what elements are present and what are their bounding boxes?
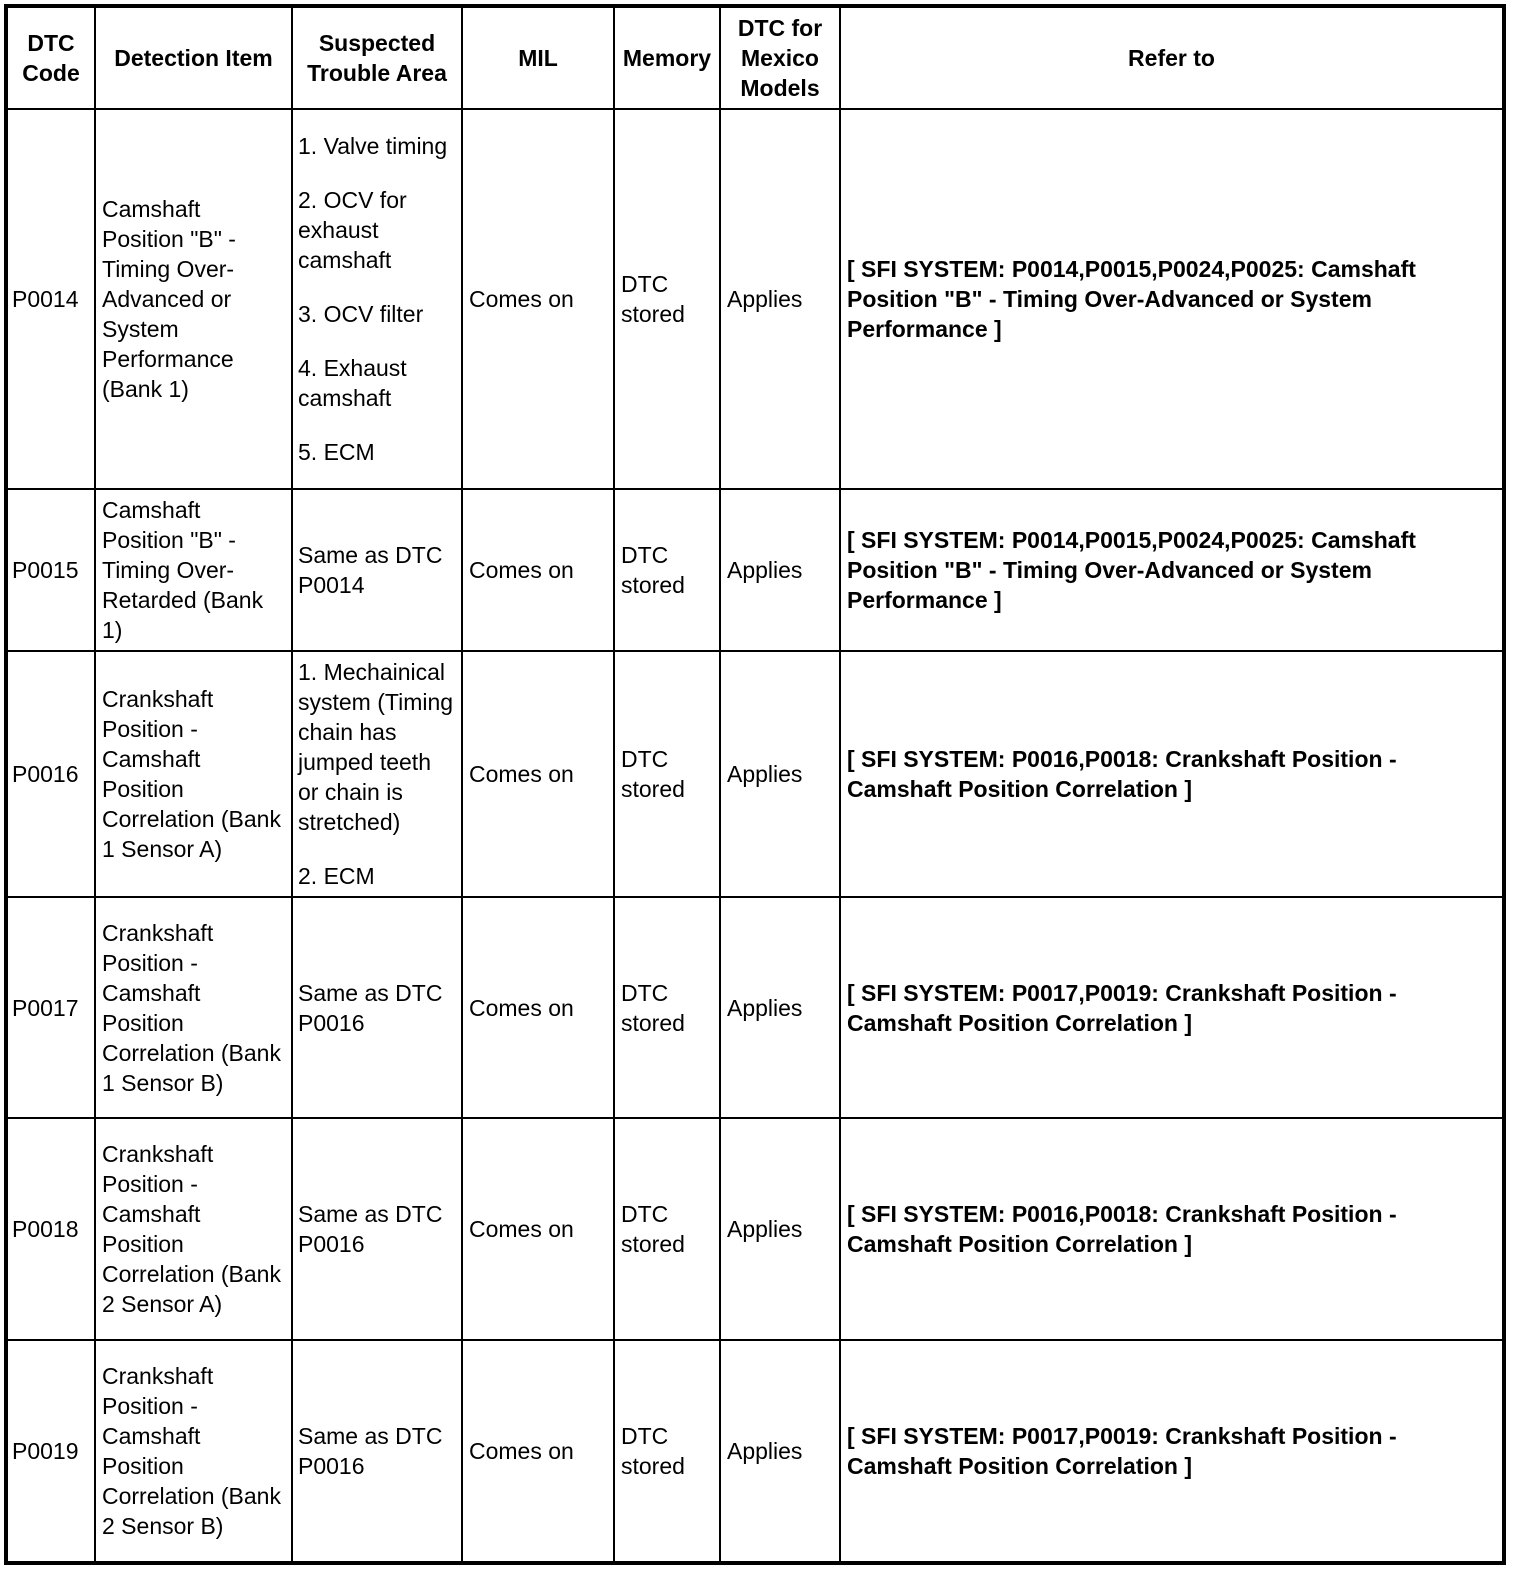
trouble-area xyxy=(292,1118,462,1340)
dtc-code: P0019 xyxy=(7,1340,95,1562)
memory-status: DTC stored xyxy=(614,109,720,489)
refer-link[interactable]: [ SFI SYSTEM: P0017,P0019: Crankshaft Position - Camshaft Position Correlation ] xyxy=(840,897,1503,1118)
detection-item: Camshaft Position "B" - Timing Over-Retarded (Bank 1) xyxy=(95,489,292,651)
mexico-applies: Applies xyxy=(720,1118,840,1340)
table-row xyxy=(7,1340,1503,1562)
table-row xyxy=(7,897,1503,1118)
table-row xyxy=(7,651,1503,897)
mil-status: Comes on xyxy=(462,489,614,651)
trouble-area-item: 2. OCV for exhaust camshaft xyxy=(298,187,407,273)
memory-status: DTC stored xyxy=(614,897,720,1118)
mil-status: Comes on xyxy=(462,1340,614,1562)
mil-status: Comes on xyxy=(462,651,614,897)
table-row xyxy=(7,1118,1503,1340)
table-row xyxy=(7,489,1503,651)
trouble-area xyxy=(292,489,462,651)
dtc-code: P0016 xyxy=(7,651,95,897)
dtc-code: P0015 xyxy=(7,489,95,651)
refer-link[interactable]: [ SFI SYSTEM: P0016,P0018: Crankshaft Position - Camshaft Position Correlation ] xyxy=(840,651,1503,897)
detection-item: Crankshaft Position - Camshaft Position Correlation (Bank 2 Sensor A) xyxy=(95,1118,292,1340)
mexico-applies: Applies xyxy=(720,897,840,1118)
refer-link[interactable]: [ SFI SYSTEM: P0017,P0019: Crankshaft Position - Camshaft Position Correlation ] xyxy=(840,1340,1503,1562)
trouble-area-item: 2. ECM xyxy=(298,863,375,889)
trouble-area xyxy=(292,109,462,489)
detection-item: Crankshaft Position - Camshaft Position Correlation (Bank 1 Sensor B) xyxy=(95,897,292,1118)
trouble-area-item: Same as DTC P0016 xyxy=(298,1423,443,1479)
memory-status: DTC stored xyxy=(614,489,720,651)
trouble-area xyxy=(292,897,462,1118)
mil-status: Comes on xyxy=(462,109,614,489)
trouble-area-item: 3. OCV filter xyxy=(298,301,424,327)
trouble-area-item: 1. Mechainical system (Timing chain has jumped teeth or chain is stretched) xyxy=(298,659,454,835)
mexico-applies: Applies xyxy=(720,651,840,897)
memory-status: DTC stored xyxy=(614,1340,720,1562)
memory-status: DTC stored xyxy=(614,1118,720,1340)
trouble-area-item: 5. ECM xyxy=(298,439,375,465)
header-detection-item: Detection Item xyxy=(95,7,292,109)
memory-status: DTC stored xyxy=(614,651,720,897)
mexico-applies: Applies xyxy=(720,109,840,489)
mexico-applies: Applies xyxy=(720,1340,840,1562)
detection-item: Camshaft Position "B" - Timing Over-Advanced or System Performance (Bank 1) xyxy=(95,109,292,489)
mexico-applies: Applies xyxy=(720,489,840,651)
trouble-area xyxy=(292,651,462,897)
refer-link[interactable]: [ SFI SYSTEM: P0014,P0015,P0024,P0025: Camshaft Position "B" - Timing Over-Advanced or System Performance ] xyxy=(840,109,1503,489)
header-suspected-trouble-area: Suspected Trouble Area xyxy=(292,7,462,109)
mil-status: Comes on xyxy=(462,897,614,1118)
trouble-area-item: 1. Valve timing xyxy=(298,133,448,159)
refer-link[interactable]: [ SFI SYSTEM: P0014,P0015,P0024,P0025: Camshaft Position "B" - Timing Over-Advanced or System Performance ] xyxy=(840,489,1503,651)
trouble-area-item: 4. Exhaust camshaft xyxy=(298,355,407,411)
header-memory: Memory xyxy=(614,7,720,109)
header-dtc-mexico: DTC for Mexico Models xyxy=(720,7,840,109)
refer-link[interactable]: [ SFI SYSTEM: P0016,P0018: Crankshaft Position - Camshaft Position Correlation ] xyxy=(840,1118,1503,1340)
header-refer-to: Refer to xyxy=(840,7,1503,109)
trouble-area-item: Same as DTC P0014 xyxy=(298,542,443,598)
trouble-area xyxy=(292,1340,462,1562)
table-row xyxy=(7,109,1503,489)
dtc-code: P0014 xyxy=(7,109,95,489)
header-row xyxy=(7,7,1503,109)
header-mil: MIL xyxy=(462,7,614,109)
header-dtc-code: DTC Code xyxy=(7,7,95,109)
detection-item: Crankshaft Position - Camshaft Position Correlation (Bank 1 Sensor A) xyxy=(95,651,292,897)
trouble-area-item: Same as DTC P0016 xyxy=(298,1201,443,1257)
trouble-area-item: Same as DTC P0016 xyxy=(298,979,443,1036)
dtc-code: P0018 xyxy=(7,1118,95,1340)
dtc-table xyxy=(6,6,1504,1563)
dtc-code: P0017 xyxy=(7,897,95,1118)
mil-status: Comes on xyxy=(462,1118,614,1340)
detection-item: Crankshaft Position - Camshaft Position Correlation (Bank 2 Sensor B) xyxy=(95,1340,292,1562)
